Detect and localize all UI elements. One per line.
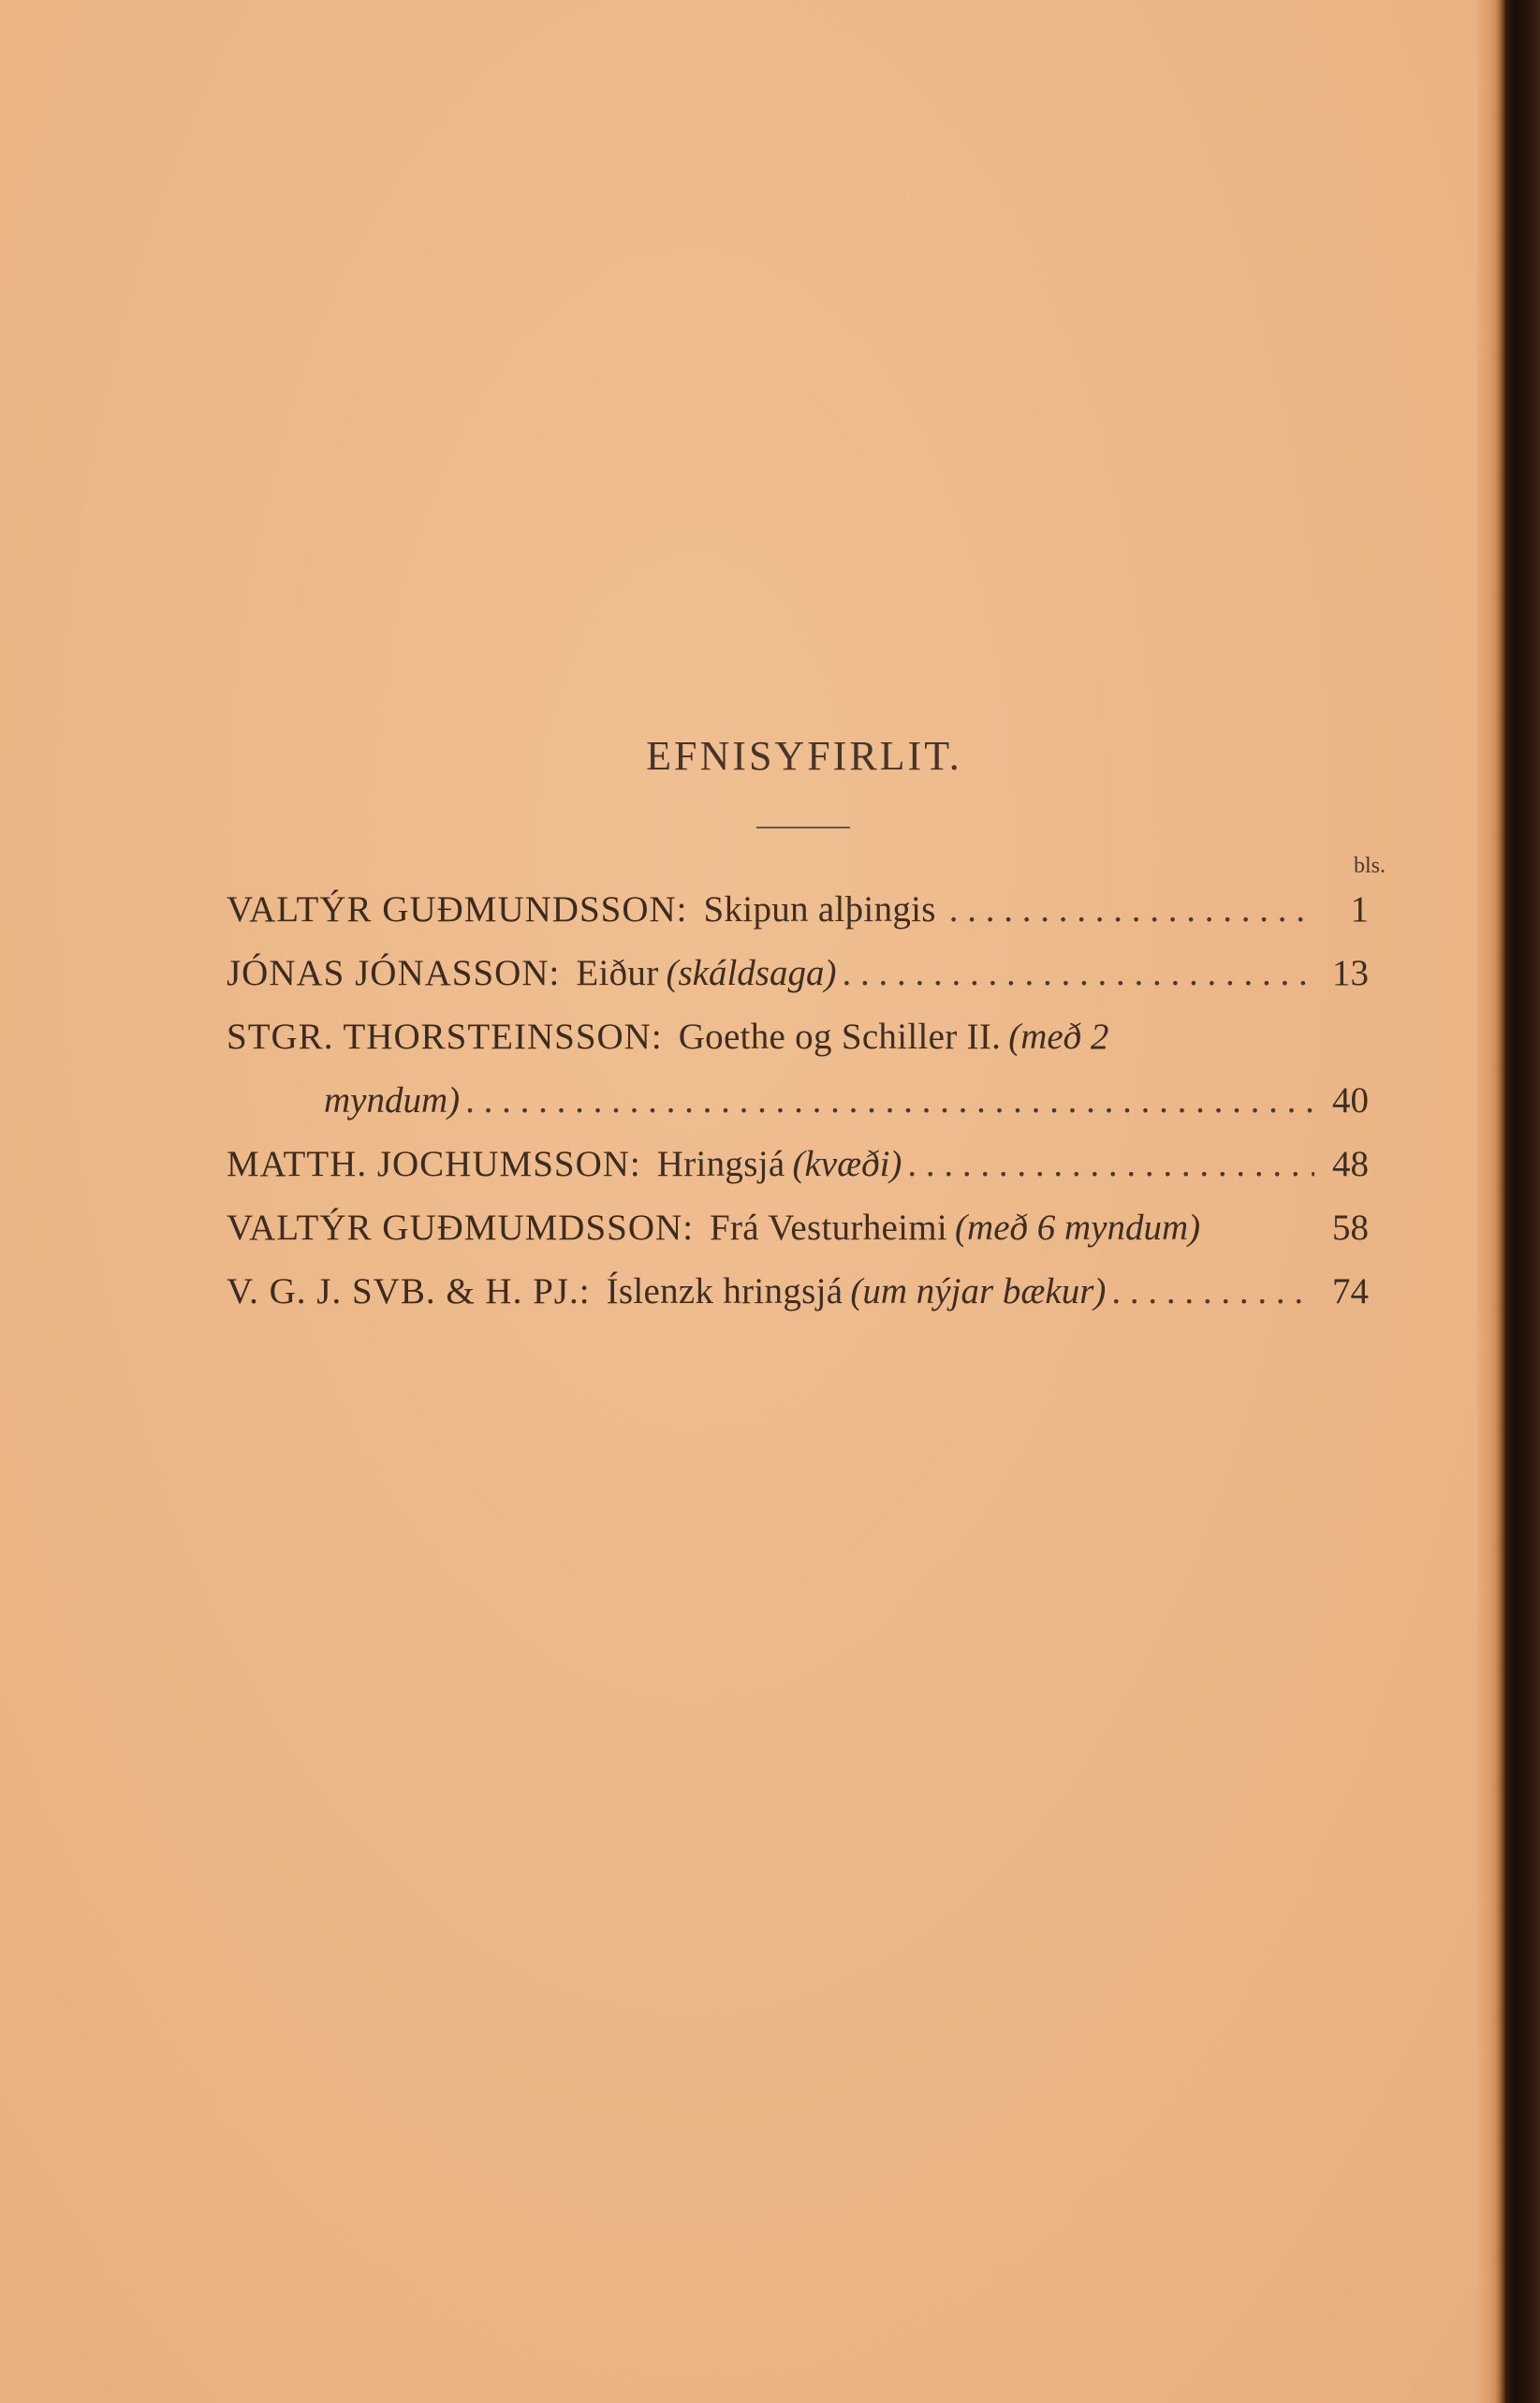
toc-page-number: 74: [1332, 1271, 1369, 1311]
toc-page-number: 13: [1332, 953, 1369, 993]
toc-separator: :: [676, 889, 687, 930]
toc-title: Frá Vesturheimi: [710, 1208, 948, 1248]
toc-entry: [227, 1005, 1369, 1069]
toc-page-number: 58: [1332, 1208, 1369, 1248]
toc-entry-continuation: [227, 1069, 1369, 1133]
page-title: EFNISYFIRLIT.: [646, 733, 962, 779]
toc-author: VALTÝR GUÐMUMDSSON: [227, 1208, 683, 1248]
toc-separator: :: [549, 953, 560, 993]
toc-author: V. G. J. SVB. & H. PJ.: [227, 1271, 579, 1311]
toc-entry: [227, 942, 1369, 1005]
toc-separator: :: [579, 1271, 590, 1311]
dot-leader: [949, 878, 1314, 942]
toc-page-number: 48: [1332, 1144, 1369, 1184]
toc-page-number: 1: [1350, 889, 1369, 930]
toc-subtitle: (kvæði): [792, 1144, 902, 1184]
dot-leader: [907, 1133, 1314, 1196]
toc-subtitle: (með 6 myndum): [955, 1208, 1201, 1248]
toc-author: STGR. THORSTEINSSON: [227, 1017, 652, 1057]
dot-leader: [842, 942, 1314, 1005]
page-column-label: bls.: [1353, 854, 1386, 878]
toc-page-number: 40: [1332, 1080, 1369, 1121]
toc-separator: :: [629, 1144, 640, 1184]
toc-author: JÓNAS JÓNASSON: [227, 953, 550, 993]
title-divider: [756, 827, 850, 828]
dot-leader: [465, 1069, 1314, 1133]
toc-entry: [227, 1260, 1369, 1324]
toc-separator: :: [682, 1208, 694, 1248]
book-spine-edge: [1477, 0, 1540, 2403]
toc-subtitle: (með 2: [1008, 1017, 1109, 1057]
toc-author: VALTÝR GUÐMUNDSSON: [227, 889, 677, 930]
toc-title: Hringsjá: [656, 1144, 785, 1184]
toc-entry: [227, 1133, 1369, 1196]
table-of-contents: [227, 878, 1369, 1324]
toc-entry: [227, 878, 1369, 942]
toc-subtitle: (skáldsaga): [666, 953, 837, 993]
dot-leader: [1111, 1260, 1314, 1324]
toc-title: Goethe og Schiller II.: [678, 1017, 1002, 1057]
toc-title: Skipun alþingis: [703, 889, 936, 930]
toc-separator: :: [651, 1017, 662, 1057]
toc-subtitle: (um nýjar bækur): [850, 1271, 1107, 1311]
toc-title: Íslenzk hringsjá: [606, 1271, 843, 1311]
toc-subtitle: myndum): [324, 1080, 461, 1121]
toc-author: MATTH. JOCHUMSSON: [227, 1144, 630, 1184]
toc-entry: [227, 1196, 1369, 1260]
toc-title: Eiður: [576, 953, 659, 993]
